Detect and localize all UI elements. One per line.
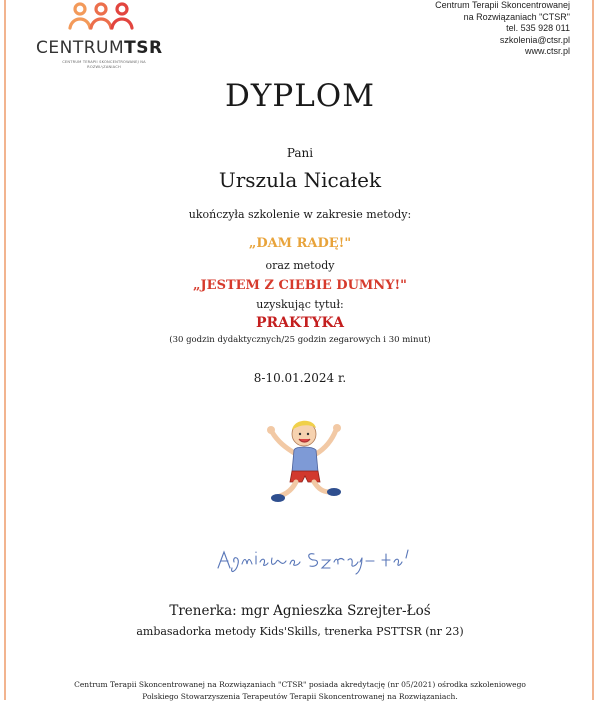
trainer-signature xyxy=(210,528,420,580)
logo-subtitle: CENTRUM TERAPII SKONCENTROWANEJ NA ROZWIĄZANIACH xyxy=(62,60,146,69)
diploma-title: DYPLOM xyxy=(225,78,375,114)
ctsr-logo xyxy=(34,0,168,72)
method-2: „JESTEM Z CIEBIE DUMNY!" xyxy=(193,278,407,293)
completed-text: ukończyła szkolenie w zakresie metody: xyxy=(188,208,412,221)
obtaining-text: uzyskując tytuł: xyxy=(256,298,344,311)
running-child-icon xyxy=(258,408,354,512)
email: szkolenia@ctsr.pl xyxy=(499,34,570,45)
website: www.ctsr.pl xyxy=(524,46,570,56)
signature-image xyxy=(210,528,420,580)
logo-wordmark: CENTRUMTSR xyxy=(36,38,163,58)
phone: tel. 535 928 011 xyxy=(506,23,570,33)
contact-block xyxy=(435,0,570,58)
method-1: „DAM RADĘ!" xyxy=(248,236,352,251)
trainer-role: ambasadorka metody Kids'Skills, trenerka PSTTSR (nr 23) xyxy=(136,625,464,638)
trainer-line: Trenerka: mgr Agnieszka Szrejter-Łoś xyxy=(169,603,431,619)
running-child-illustration xyxy=(258,408,354,512)
salutation: Pani xyxy=(286,146,314,160)
accreditation-footer xyxy=(40,679,560,703)
hours-text: (30 godzin dydaktycznych/25 godzin zegarowych i 30 minut) xyxy=(169,335,431,345)
recipient-name: Urszula Nicałek xyxy=(218,168,382,192)
and-text: oraz metody xyxy=(265,259,335,272)
footer-line2: Polskiego Stowarzyszenia Terapeutów Terapii Skoncentrowanej na Rozwiązaniach. xyxy=(142,692,458,701)
org-name-line1: Centrum Terapii Skoncentrowanej xyxy=(435,0,570,10)
training-date: 8-10.01.2024 r. xyxy=(253,371,347,385)
footer-line1: Centrum Terapii Skoncentrowanej na Rozwiązaniach "CTSR" posiada akredytację (nr 05/2021) ośrodka szkoleniowego xyxy=(74,680,526,689)
three-people-icon xyxy=(34,0,168,40)
earned-title: PRAKTYKA xyxy=(255,315,345,331)
org-name-line2: na Rozwiązaniach "CTSR" xyxy=(463,11,570,22)
